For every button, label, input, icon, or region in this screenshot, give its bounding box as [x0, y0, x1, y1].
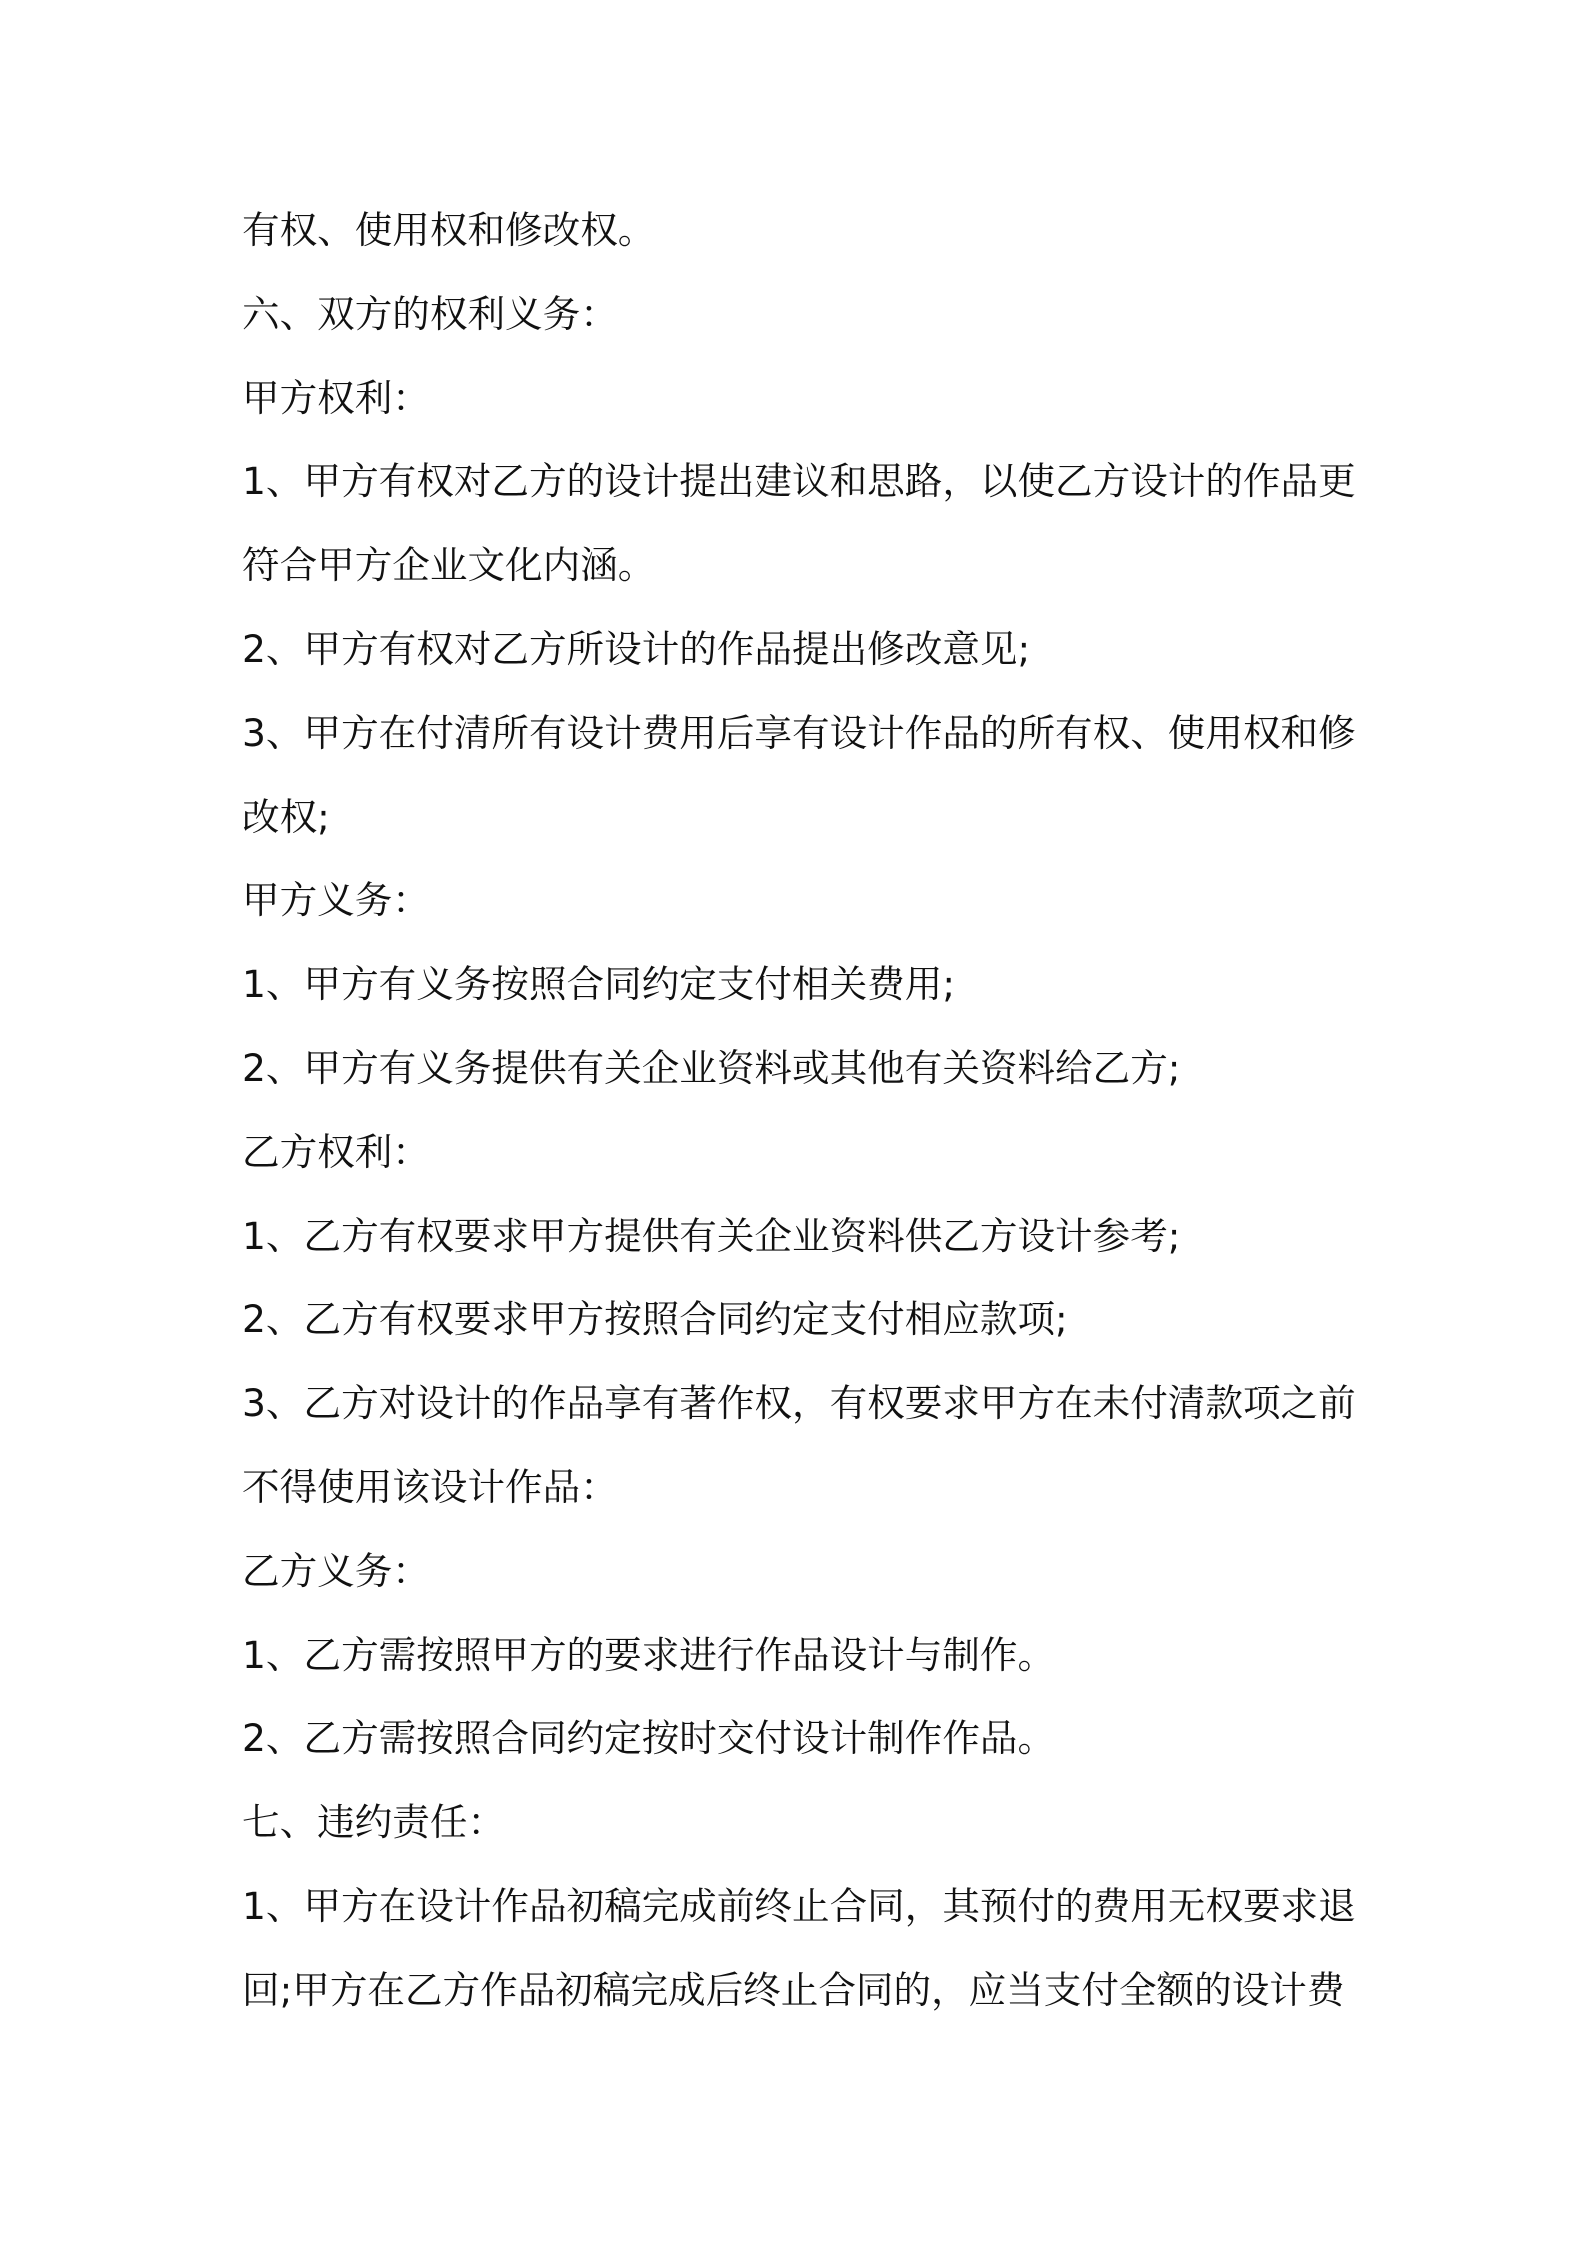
list-item: [242, 1865, 1406, 2033]
list-item: [242, 692, 1406, 860]
list-item-line: 2、甲方有权对乙方所设计的作品提出修改意见;: [242, 626, 1031, 671]
party-a-obligations: [242, 859, 1406, 1110]
list-item-line: 符合甲方企业文化内涵。: [242, 543, 656, 588]
list-item-line: 1、乙方需按照甲方的要求进行作品设计与制作。: [242, 1632, 1056, 1677]
subheading-party-b-obligations: 乙方义务：: [242, 1548, 430, 1593]
subheading-party-a-rights: 甲方权利：: [242, 375, 430, 420]
section-rights-obligations: [242, 273, 1406, 1781]
list-item-line: 2、甲方有义务提供有关企业资料或其他有关资料给乙方;: [242, 1045, 1181, 1090]
list-item: [242, 1027, 1406, 1111]
list-item: [242, 608, 1406, 692]
list-item: [242, 943, 1406, 1027]
list-item-line: 3、甲方在付清所有设计费用后享有设计作品的所有权、使用权和修: [242, 710, 1356, 755]
list-item: [242, 1697, 1406, 1781]
list-item: [242, 1278, 1406, 1362]
list-item-line: 1、乙方有权要求甲方提供有关企业资料供乙方设计参考;: [242, 1213, 1181, 1258]
list-item-line: 2、乙方有权要求甲方按照合同约定支付相应款项;: [242, 1297, 1068, 1342]
list-item-line: 3、乙方对设计的作品享有著作权，有权要求甲方在未付清款项之前: [242, 1381, 1356, 1426]
list-item: [242, 1614, 1406, 1698]
list-item-line: 2、乙方需按照合同约定按时交付设计制作作品。: [242, 1716, 1056, 1761]
section-breach-liability: [242, 1781, 1406, 2032]
list-item: [242, 1362, 1406, 1530]
list-item-line: 回;甲方在乙方作品初稿完成后终止合同的，应当支付全额的设计费: [242, 1967, 1345, 2012]
continuation-text: 有权、使用权和修改权。: [242, 208, 656, 252]
party-b-obligations: [242, 1530, 1406, 1781]
subheading-party-b-rights: 乙方权利：: [242, 1129, 430, 1174]
subheading-party-a-obligations: 甲方义务：: [242, 878, 430, 923]
section-heading: 七、违约责任：: [242, 1800, 506, 1845]
list-item-line: 不得使用该设计作品：: [242, 1464, 618, 1509]
list-item-line: 1、甲方有权对乙方的设计提出建议和思路，以使乙方设计的作品更: [242, 459, 1356, 504]
list-item-line: 1、甲方有义务按照合同约定支付相关费用;: [242, 962, 955, 1007]
party-a-rights: [242, 357, 1406, 860]
section-heading: 六、双方的权利义务：: [242, 291, 618, 336]
list-item-line: 1、甲方在设计作品初稿完成前终止合同，其预付的费用无权要求退: [242, 1883, 1356, 1928]
list-item-line: 改权;: [242, 794, 330, 839]
list-item: [242, 440, 1406, 608]
list-item: [242, 1195, 1406, 1279]
party-b-rights: [242, 1111, 1406, 1530]
